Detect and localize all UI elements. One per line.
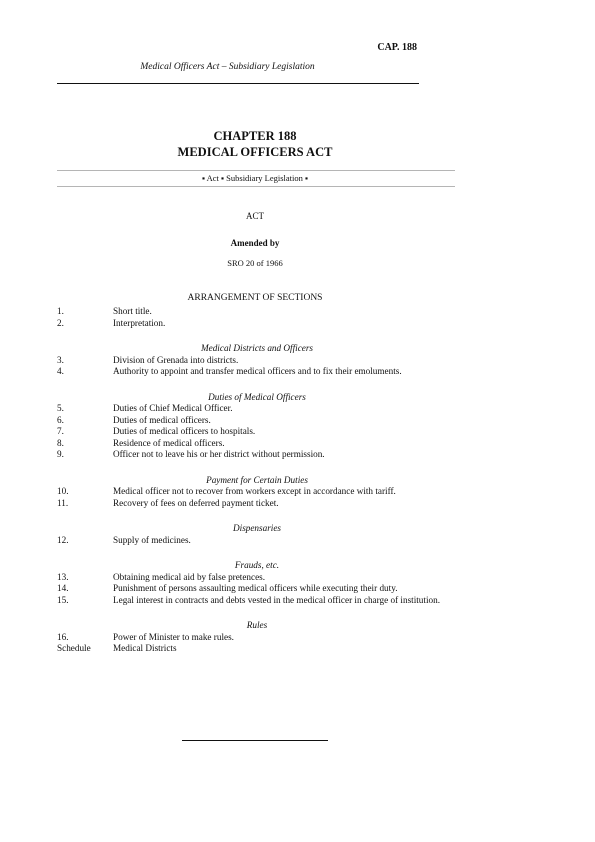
section-entry[interactable] (57, 535, 457, 547)
section-number: 13. (57, 571, 69, 582)
section-number: 14. (57, 583, 69, 593)
section-entry[interactable] (57, 632, 457, 644)
section-entry[interactable] (57, 306, 457, 318)
section-number: 9. (57, 449, 64, 459)
section-group-heading: Payment for Certain Duties (206, 474, 308, 485)
section-title: Duties of Chief Medical Officer. (113, 403, 233, 413)
section-number: 12. (57, 534, 69, 545)
section-entry[interactable] (57, 583, 457, 595)
section-title: Duties of medical officers. (113, 414, 211, 425)
section-title: Supply of medicines. (113, 534, 191, 545)
section-number: 10. (57, 486, 69, 496)
section-number: 15. (57, 594, 69, 605)
amendment-reference: SRO 20 of 1966 (227, 258, 283, 268)
section-number: 7. (57, 426, 64, 436)
footer-rule (182, 740, 328, 741)
section-entry[interactable] (57, 415, 457, 427)
section-group-heading: Duties of Medical Officers (208, 391, 306, 402)
section-entry[interactable] (57, 438, 457, 450)
amended-by-label: Amended by (230, 238, 280, 248)
arrangement-heading: ARRANGEMENT OF SECTIONS (187, 293, 323, 303)
section-title: Officer not to leave his or her district without permission. (113, 449, 325, 459)
section-title: Punishment of persons assaulting medical officers while executing their duty. (113, 583, 398, 593)
section-number: 2. (57, 317, 64, 328)
section-title: Short title. (113, 306, 152, 316)
section-title: Division of Grenada into districts. (113, 354, 239, 365)
section-title: Power of Minister to make rules. (113, 631, 234, 642)
section-number: 16. (57, 631, 69, 642)
chapter-title (0, 128, 510, 160)
header-rule (57, 83, 419, 84)
section-title: Interpretation. (113, 317, 166, 328)
section-entry[interactable] (57, 403, 457, 415)
section-number: 3. (57, 354, 64, 365)
section-group-heading: Medical Districts and Officers (200, 343, 314, 353)
section-title: Residence of medical officers. (113, 437, 225, 448)
act-heading: ACT (246, 211, 264, 221)
act-nav-links[interactable]: ▪ Act ▪ Subsidiary Legislation ▪ (201, 173, 309, 183)
cap-number: CAP. 188 (377, 42, 417, 53)
section-entry[interactable] (57, 426, 457, 438)
section-title: Duties of medical officers to hospitals. (113, 426, 256, 436)
section-title: Medical Districts (113, 643, 177, 653)
section-entry[interactable] (57, 366, 457, 378)
section-title: Recovery of fees on deferred payment ticket. (113, 497, 279, 508)
section-entry[interactable] (57, 355, 457, 367)
nav-divider-top (57, 170, 455, 171)
sections-list (57, 306, 457, 655)
section-group-heading: Dispensaries (233, 523, 281, 533)
act-name: MEDICAL OFFICERS ACT (177, 145, 333, 159)
section-number: 5. (57, 403, 64, 413)
section-group-heading: Rules (246, 620, 268, 630)
section-title: Authority to appoint and transfer medical officers and to fix their emoluments. (113, 366, 402, 376)
section-number: 11. (57, 497, 69, 508)
section-entry[interactable] (57, 498, 457, 510)
section-number: 1. (57, 306, 64, 316)
running-header: Medical Officers Act – Subsidiary Legislation (140, 62, 315, 72)
section-number: 4. (57, 366, 64, 376)
section-entry[interactable] (57, 486, 457, 498)
section-number: 8. (57, 437, 64, 448)
section-entry[interactable] (57, 449, 457, 461)
nav-divider-bottom (57, 186, 455, 187)
section-title: Medical officer not to recover from workers except in accordance with tariff. (113, 486, 396, 496)
section-entry[interactable] (57, 643, 457, 655)
section-title: Legal interest in contracts and debts vested in the medical officer in charge of institution. (113, 594, 440, 605)
section-entry[interactable] (57, 595, 457, 607)
section-number: 6. (57, 414, 64, 425)
section-number: Schedule (57, 643, 91, 653)
section-title: Obtaining medical aid by false pretences. (113, 571, 266, 582)
section-group-heading: Frauds, etc. (234, 560, 280, 570)
section-entry[interactable] (57, 572, 457, 584)
section-entry[interactable] (57, 318, 457, 330)
chapter-number: CHAPTER 188 (213, 129, 297, 143)
